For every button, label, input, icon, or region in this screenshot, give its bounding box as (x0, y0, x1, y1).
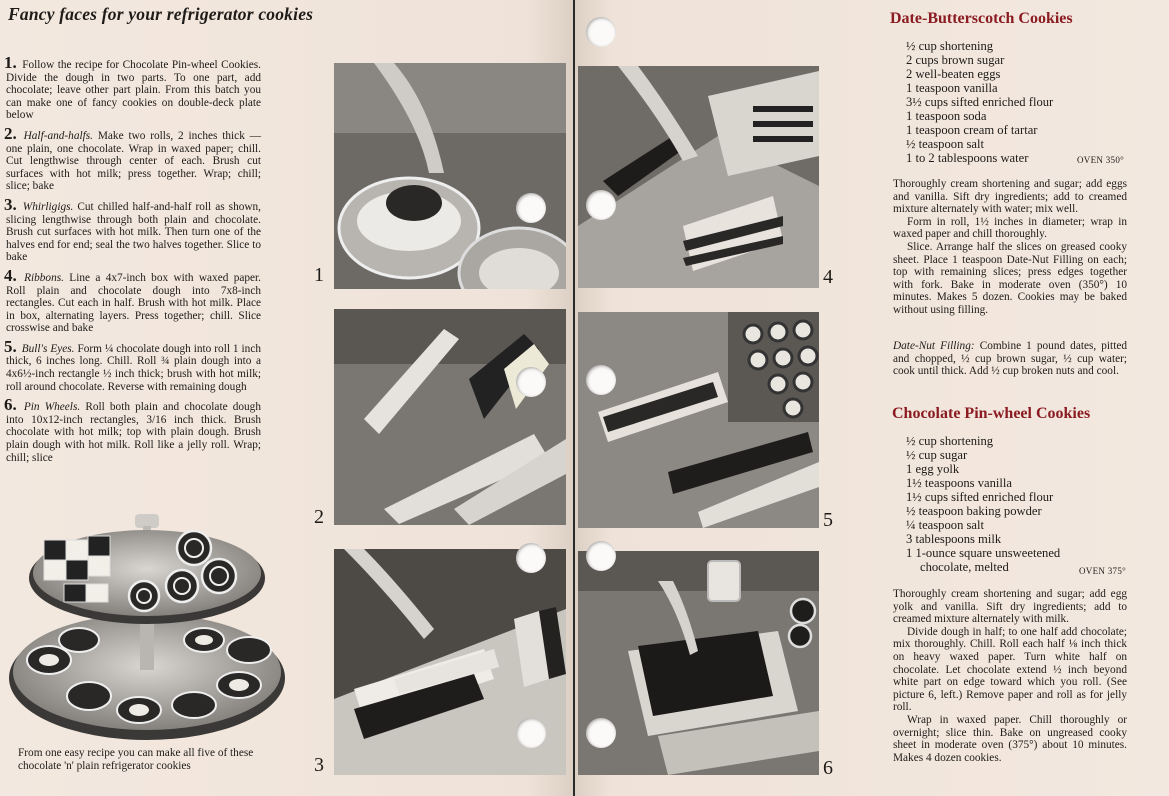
left-page (0, 0, 573, 796)
binder-hole (586, 365, 616, 395)
date-nut-filling: Date-Nut Filling: Combine 1 pound dates, pitted and chopped, ½ cup brown sugar, ½ cup water; cook until thick. Add ½ cup broken nuts and cool. (893, 340, 1127, 378)
ingredient: ½ teaspoon salt (906, 137, 984, 151)
oven-temp-375: OVEN 375° (1079, 566, 1127, 576)
photo-step-2 (334, 309, 566, 525)
step-item: 4. Ribbons. Line a 4x7-inch box with waxed paper. Roll plain and chocolate dough into 7x8-inch rectangles. Cut each in half. Brush with hot milk. Place in box, alternating layers. Press together; chill. Slice crosswise and bake (4, 265, 261, 335)
page-heading: Fancy faces for your refrigerator cookies (8, 4, 314, 24)
binder-hole (516, 193, 546, 223)
ingredient-list-date-butterscotch (906, 39, 1053, 165)
stand-caption: From one easy recipe you can make all five of these chocolate 'n' plain refrigerator cookies (18, 747, 254, 772)
binder-hole (516, 718, 546, 748)
ingredient: 1 teaspoon soda (906, 109, 987, 123)
photo-step-6 (578, 551, 819, 775)
ingredient: ½ teaspoon baking powder (906, 504, 1042, 518)
ingredient: ½ cup sugar (906, 448, 968, 462)
photo-number-3: 3 (314, 754, 324, 776)
step-item: 5. Bull's Eyes. Form ¼ chocolate dough into roll 1 inch thick, 6 inches long. Chill. Roll ¾ plain dough into a 4x6½-inch rectangle ½ inch thick; brush with hot milk; roll around chocolate. Reverse with remaining dough (4, 336, 261, 393)
method-chocolate-pinwheel: Thoroughly cream shortening and sugar; add egg yolk and vanilla. Sift dry ingredients; add to creamed mixture alternately with milk. Divide dough in half; to one half add chocolate; mix thoroughly. Chill. Roll each half ⅛ inch thick on heavy waxed paper. Turn white half on chocolate. Let chocolate extend ½ inch beyond white part on edge toward which you roll. (See picture 6, left.) Remove paper and roll as for jelly roll. Wrap in waxed paper. Chill thoroughly or overnight; slice thin. Bake on ungreased cooky sheet in moderate oven (375°) about 10 minutes. Makes 4 dozen cookies. (893, 588, 1127, 764)
ingredient: ¼ teaspoon salt (906, 518, 984, 532)
photo-number-2: 2 (314, 506, 324, 528)
ingredient: 1 teaspoon cream of tartar (906, 123, 1038, 137)
binder-hole (586, 17, 616, 47)
ingredient: ½ cup shortening (906, 434, 994, 448)
ingredient: 1 to 2 tablespoons water (906, 151, 1029, 165)
step-item: 1. Follow the recipe for Chocolate Pin-wheel Cookies. Divide the dough in two parts. To one part, add chocolate; leave other part plain. From this batch you can make one of fancy cookies on double-deck plate below (4, 53, 262, 122)
photo-step-5 (578, 312, 819, 528)
ingredient: 3½ cups sifted enriched flour (906, 95, 1054, 109)
binder-hole (516, 367, 546, 397)
steps-list (4, 53, 262, 470)
ingredient: chocolate, melted (920, 560, 1009, 574)
photo-number-6: 6 (823, 757, 833, 779)
right-page (575, 0, 1169, 796)
photo-step-1 (334, 63, 566, 289)
ingredient: 1½ teaspoons vanilla (906, 476, 1012, 490)
binder-hole (516, 543, 546, 573)
ingredient: 2 well-beaten eggs (906, 67, 1001, 81)
ingredient: 1 egg yolk (906, 462, 960, 476)
photo-number-1: 1 (314, 264, 324, 286)
ingredient: 3 tablespoons milk (906, 532, 1002, 546)
recipe-title-chocolate-pinwheel: Chocolate Pin-wheel Cookies (892, 405, 1091, 422)
photo-number-4: 4 (823, 266, 833, 288)
oven-temp-350: OVEN 350° (1077, 155, 1125, 165)
binder-hole (586, 718, 616, 748)
ingredient: 1 1-ounce square unsweetened (906, 546, 1061, 560)
cookie-stand-photo (4, 500, 290, 745)
ingredient: 1 teaspoon vanilla (906, 81, 998, 95)
step-item: 2. Half-and-halfs. Make two rolls, 2 inches thick — one plain, one chocolate. Wrap in waxed paper; chill. Cut lengthwise through center of each. Brush cut surfaces with hot milk; press together. Wrap; chill; slice; bake (4, 123, 262, 193)
ingredient: 1½ cups sifted enriched flour (906, 490, 1054, 504)
step-item: 3. Whirligigs. Cut chilled half-and-half roll as shown, slicing lengthwise through both plain and chocolate. Brush cut surfaces with hot milk. Then turn one of the halves end for end; seal the two halves together. Slice to bake (4, 194, 262, 264)
recipe-title-date-butterscotch: Date-Butterscotch Cookies (890, 10, 1073, 27)
method-date-butterscotch: Thoroughly cream shortening and sugar; add eggs and vanilla. Sift dry ingredients; add to creamed mixture alternately with water; mix well. Form in roll, 1½ inches in diameter; wrap in waxed paper and chill thoroughly. Slice. Arrange half the slices on greased cooky sheet. Place 1 teaspoon Date-Nut Filling on each; top with remaining slices; press edges together with fork. Bake in moderate oven (350°) 10 minutes. Makes 5 dozen. Cookies may be baked without using filling. (893, 178, 1127, 316)
binder-hole (586, 190, 616, 220)
ingredient-list-chocolate-pinwheel (906, 434, 1060, 574)
photo-number-5: 5 (823, 509, 833, 531)
step-item: 6. Pin Wheels. Roll both plain and chocolate dough into 10x12-inch rectangles, 3/16 inch thick. Brush chocolate with hot milk; top with plain dough. Brush plain dough with hot milk. Roll like a jelly roll. Wrap; chill; slice (4, 395, 261, 464)
ingredient: 2 cups brown sugar (906, 53, 1005, 67)
ingredient: ½ cup shortening (906, 39, 994, 53)
photo-step-4 (578, 66, 819, 288)
binder-hole (586, 541, 616, 571)
